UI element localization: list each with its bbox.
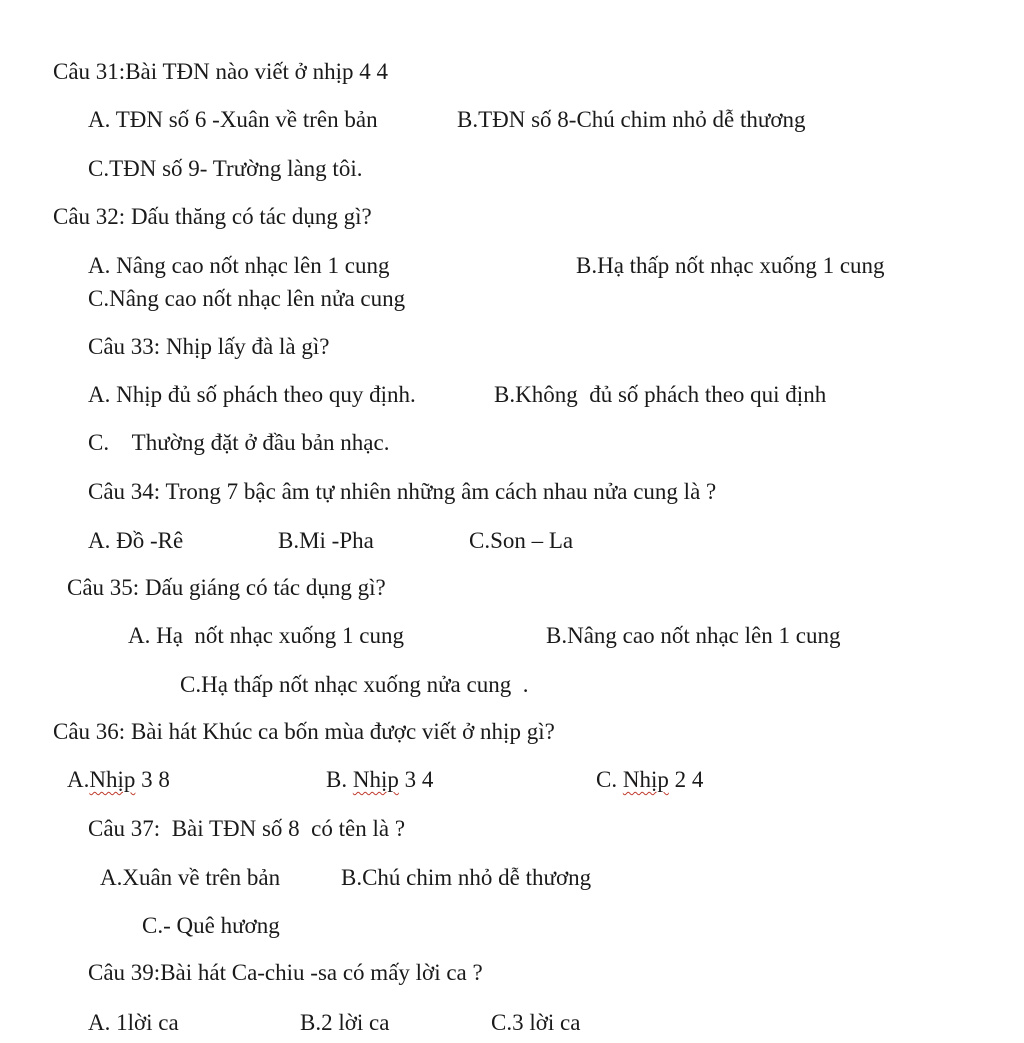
- option-prefix: A.: [67, 767, 90, 792]
- option-suffix: 2 4: [668, 767, 704, 792]
- question-36-option-b: [326, 768, 433, 791]
- option-suffix: 3 4: [398, 767, 434, 792]
- option-prefix: C.: [596, 767, 623, 792]
- spellcheck-word: Nhịp: [89, 767, 136, 792]
- question-31-stem: Câu 31:Bài TĐN nào viết ở nhịp 4 4: [53, 59, 388, 84]
- question-35-option-a: A. Hạ nốt nhạc xuống 1 cung: [128, 623, 404, 648]
- question-36-option-c: [596, 768, 703, 791]
- question-33-option-b: B.Không đủ số phách theo qui định: [494, 382, 827, 407]
- question-39-option-a: A. 1lời ca: [88, 1010, 179, 1035]
- question-32-stem: Câu 32: Dấu thăng có tác dụng gì?: [53, 204, 372, 229]
- question-39-stem: Câu 39:Bài hát Ca-chiu -sa có mấy lời ca ?: [88, 960, 483, 985]
- question-33-option-c: C. Thường đặt ở đầu bản nhạc.: [88, 430, 390, 455]
- question-37-option-c: C.- Quê hương: [142, 913, 280, 938]
- option-suffix: 3 8: [135, 767, 170, 792]
- question-34-stem: Câu 34: Trong 7 bậc âm tự nhiên những âm cách nhau nửa cung là ?: [88, 479, 717, 504]
- question-33-option-a: A. Nhịp đủ số phách theo quy định.: [88, 382, 416, 407]
- spellcheck-word: Nhịp: [622, 767, 669, 792]
- question-37-stem: Câu 37: Bài TĐN số 8 có tên là ?: [88, 816, 406, 841]
- question-35-option-c: C.Hạ thấp nốt nhạc xuống nửa cung .: [180, 672, 529, 697]
- question-37-option-a: A.Xuân về trên bản: [100, 865, 281, 890]
- question-32-option-c: C.Nâng cao nốt nhạc lên nửa cung: [88, 286, 406, 311]
- question-39-option-b: B.2 lời ca: [300, 1010, 390, 1035]
- question-39-option-c: C.3 lời ca: [491, 1010, 581, 1035]
- question-32-option-a: A. Nâng cao nốt nhạc lên 1 cung: [88, 253, 390, 278]
- question-34-option-b: B.Mi -Pha: [278, 528, 374, 553]
- option-prefix: B.: [326, 767, 353, 792]
- question-31-option-b: B.TĐN số 8-Chú chim nhỏ dễ thương: [457, 107, 806, 132]
- question-31-option-a: A. TĐN số 6 -Xuân về trên bản: [88, 107, 378, 132]
- spellcheck-word: Nhịp: [352, 767, 399, 792]
- question-33-stem: Câu 33: Nhịp lấy đà là gì?: [88, 334, 330, 359]
- question-31-option-c: C.TĐN số 9- Trường làng tôi.: [88, 156, 363, 181]
- question-36-option-a: [67, 768, 170, 791]
- question-35-option-b: B.Nâng cao nốt nhạc lên 1 cung: [546, 623, 841, 648]
- question-36-stem: Câu 36: Bài hát Khúc ca bốn mùa được viết ở nhịp gì?: [53, 719, 555, 744]
- question-37-option-b: B.Chú chim nhỏ dễ thương: [341, 865, 592, 890]
- question-34-option-c: C.Son – La: [469, 528, 574, 553]
- question-34-option-a: A. Đồ -Rê: [88, 528, 184, 553]
- question-35-stem: Câu 35: Dấu giáng có tác dụng gì?: [67, 575, 386, 600]
- question-32-option-b: B.Hạ thấp nốt nhạc xuống 1 cung: [576, 253, 885, 278]
